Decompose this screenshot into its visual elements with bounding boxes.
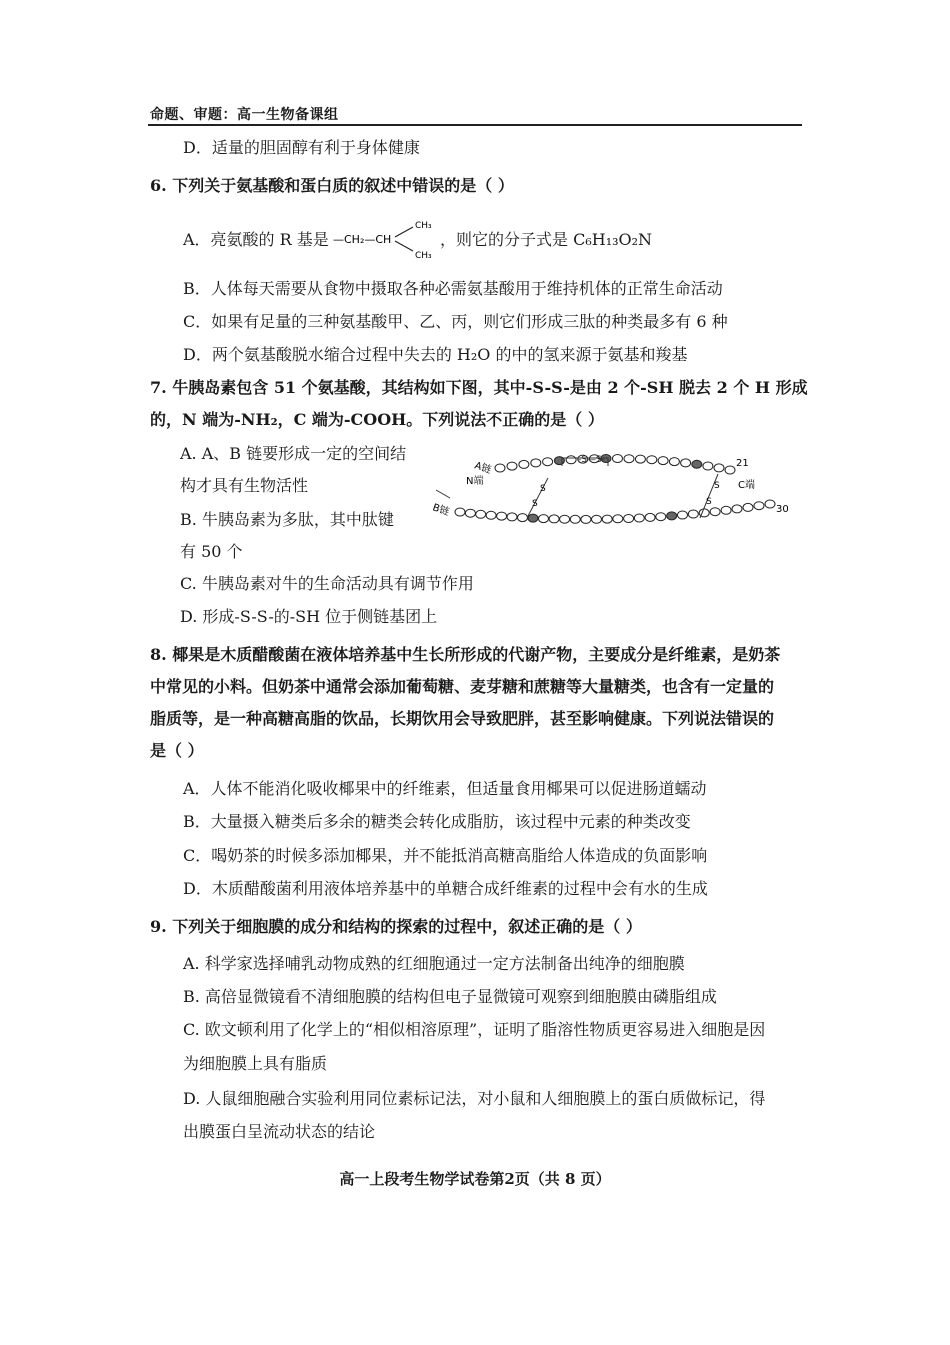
page-footer: 高一上段考生物学试卷第2页（共 8 页） [339, 1170, 611, 1188]
q8-stem-line4: 是（ ） [150, 741, 204, 760]
q6-option-d: D．两个氨基酸脱水缩合过程中失去的 H₂O 的中的氢来源于氨基和羧基 [183, 345, 688, 364]
b-chain-residue [455, 508, 465, 516]
page-header: 命题、审题：高一生物备课组 [150, 107, 339, 123]
b-chain-residue [624, 515, 634, 523]
q7-option-b-line2: 有 50 个 [180, 542, 243, 561]
q9-option-b: B. 高倍显微镜看不清细胞膜的结构但电子显微镜可观察到细胞膜由磷脂组成 [183, 987, 717, 1006]
b-chain-residue [710, 508, 720, 516]
b-chain-residue [765, 500, 775, 508]
a-chain-residue [613, 455, 623, 463]
leucine-r-group-structure [333, 216, 443, 262]
b-chain-residue [486, 511, 496, 519]
q7-stem-line1: 7. 牛胰岛素包含 51 个氨基酸，其结构如下图，其中-S-S-是由 2 个-SH 脱去 2 个 H 形成 [150, 378, 808, 397]
a-chain-residue [725, 466, 735, 474]
a-chain-residue [624, 455, 634, 463]
q9-option-c-line2: 为细胞膜上具有脂质 [183, 1054, 328, 1073]
b-chain-residue [645, 513, 655, 521]
b-chain-residue [539, 515, 549, 523]
b-chain-residue [667, 512, 677, 520]
b-chain-residue [754, 502, 764, 510]
q6-option-b: B．人体每天需要从食物中摄取各种必需氨基酸用于维持机体的正常生命活动 [183, 279, 723, 298]
q7-option-a-line2: 构才具有生物活性 [180, 476, 309, 495]
b-chain-residue [721, 506, 731, 514]
a-chain-label: A链 [473, 460, 493, 477]
b-chain-label: B链 [431, 502, 451, 519]
r-group-bond-up [395, 227, 413, 237]
a-chain-residue [647, 456, 657, 464]
q9-option-c-line1: C. 欧文顿利用了化学上的“相似相溶原理”，证明了脂溶性物质更容易进入细胞是因 [183, 1020, 766, 1039]
q9-option-d-line2: 出膜蛋白呈流动状态的结论 [183, 1122, 376, 1141]
b-chain-residue [549, 515, 559, 523]
b-chain-residue [476, 510, 486, 518]
r-group-chain-text: —CH₂—CH [333, 233, 392, 246]
a-chain-residue [507, 462, 517, 470]
q8-stem-line1: 8. 椰果是木质醋酸菌在液体培养基中生长所形成的代谢产物，主要成分是纤维素，是奶茶 [150, 645, 781, 664]
q6-stem: 6. 下列关于氨基酸和蛋白质的叙述中错误的是（ ） [150, 176, 514, 195]
a-chain-residue [658, 457, 668, 465]
q6-option-c: C．如果有足量的三种氨基酸甲、乙、丙，则它们形成三肽的种类最多有 6 种 [183, 312, 728, 331]
q8-option-c: C．喝奶茶的时候多添加椰果，并不能抵消高糖高脂给人体造成的负面影响 [183, 846, 708, 865]
header-rule [148, 124, 802, 126]
a-chain-residue [635, 455, 645, 463]
a-chain-residue [669, 458, 679, 466]
ss-label-1a: S [540, 484, 546, 494]
b-chain-residue [613, 515, 623, 523]
insulin-b-chain [455, 500, 775, 523]
q8-stem-line3: 脂质等，是一种高糖高脂的饮品，长期饮用会导致肥胖，甚至影响健康。下列说法错误的 [150, 709, 775, 728]
r-group-ch3-bottom: CH₃ [415, 251, 432, 261]
b-chain-residue [465, 509, 475, 517]
b-chain-residue [743, 503, 753, 511]
residue-30-label: 30 [776, 504, 789, 515]
b-chain-residue [592, 515, 602, 523]
a-chain-residue [566, 456, 576, 464]
q8-option-d: D．木质醋酸菌利用液体培养基中的单糖合成纤维素的过程中会有水的生成 [183, 879, 708, 898]
q9-stem: 9. 下列关于细胞膜的成分和结构的探索的过程中，叙述正确的是（ ） [150, 917, 642, 936]
b-chain-residue [732, 505, 742, 513]
ss-label-1b: S [532, 499, 538, 509]
ss-label-intra: -S—S- [578, 455, 605, 465]
q6-option-a-suffix: ，则它的分子式是 C₆H₁₃O₂N [440, 230, 653, 249]
b-chain-residue [602, 515, 612, 523]
a-chain-residue [531, 459, 541, 467]
n-end-label: N端 [466, 476, 484, 487]
b-chain-residue [688, 510, 698, 518]
ss-label-2a: S [714, 481, 720, 491]
a-chain-residue [681, 459, 691, 467]
b-chain-residue [634, 514, 644, 522]
b-chain-residue [497, 512, 507, 520]
b-chain-residue [570, 515, 580, 523]
q7-option-b-line1: B. 牛胰岛素为多肽，其中肽键 [180, 510, 394, 529]
c-end-label: C端 [738, 480, 755, 491]
a-chain-residue [543, 458, 553, 466]
r-group-bond-down [395, 241, 413, 251]
q7-option-d: D. 形成-S-S-的-SH 位于侧链基团上 [180, 607, 438, 626]
a-chain-residue [519, 460, 529, 468]
q5-option-d: D．适量的胆固醇有利于身体健康 [183, 138, 420, 157]
q8-stem-line2: 中常见的小料。但奶茶中通常会添加葡萄糖、麦芽糖和蔗糖等大量糖类，也含有一定量的 [150, 677, 775, 696]
q6-option-a-prefix: A．亮氨酸的 R 基是 [183, 230, 329, 249]
b-chain-residue [656, 513, 666, 521]
b-chain-residue [528, 514, 538, 522]
n-end-pointer [436, 490, 450, 498]
q7-option-a-line1: A. A、B 链要形成一定的空间结 [180, 444, 407, 463]
insulin-a-chain [495, 455, 735, 475]
a-chain-residue [692, 460, 702, 468]
b-chain-residue [678, 511, 688, 519]
a-chain-residue [714, 464, 724, 472]
q7-stem-line2: 的，N 端为-NH₂，C 端为-COOH。下列说法不正确的是（ ） [150, 410, 604, 429]
b-chain-residue [581, 515, 591, 523]
q8-option-a: A．人体不能消化吸收椰果中的纤维素，但适量食用椰果可以促进肠道蠕动 [183, 779, 707, 798]
q8-option-b: B．大量摄入糖类后多余的糖类会转化成脂肪，该过程中元素的种类改变 [183, 812, 691, 831]
residue-21-label: 21 [736, 458, 749, 469]
q7-option-c: C. 牛胰岛素对牛的生命活动具有调节作用 [180, 574, 474, 593]
b-chain-residue [507, 513, 517, 521]
a-chain-residue [495, 464, 505, 472]
r-group-ch3-top: CH₃ [415, 221, 432, 231]
insulin-structure-diagram [430, 438, 810, 538]
q9-option-a: A. 科学家选择哺乳动物成熟的红细胞通过一定方法制备出纯净的细胞膜 [183, 954, 685, 973]
q9-option-d-line1: D. 人鼠细胞融合实验利用同位素标记法，对小鼠和人细胞膜上的蛋白质做标记，得 [183, 1089, 766, 1108]
ss-label-2b: S [706, 497, 712, 507]
b-chain-residue [518, 514, 528, 522]
a-chain-residue [703, 462, 713, 470]
b-chain-residue [560, 515, 570, 523]
